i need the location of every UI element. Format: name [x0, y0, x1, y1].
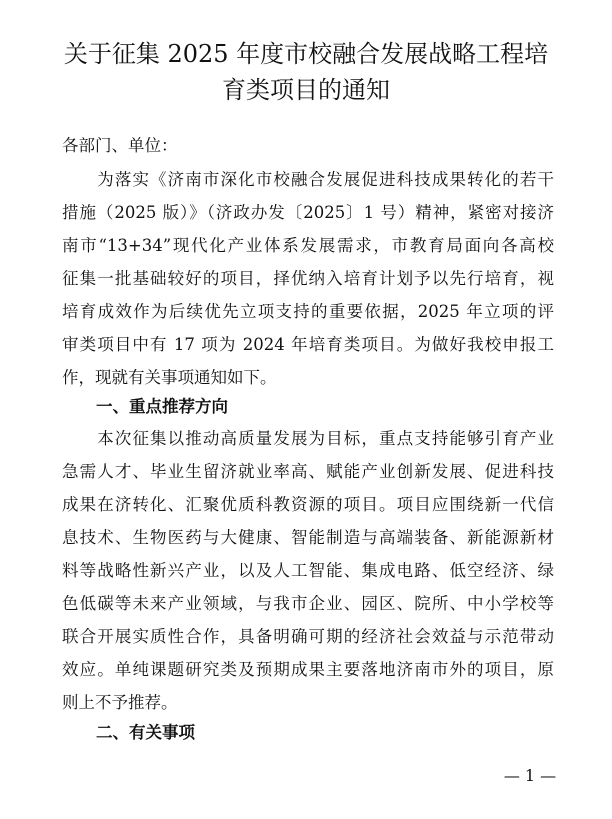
title-line-2: 育类项目的通知 — [222, 76, 390, 104]
section-heading-2: 二、有关事项 — [96, 723, 195, 742]
paragraph-line: 为落实《济南市深化市校融合发展促进科技成果转化的若干 — [62, 170, 554, 189]
paragraph-line: 审类项目中有 17 项为 2024 年培育类项目。为做好我校申报工 — [62, 335, 554, 354]
section-heading-1: 一、重点推荐方向 — [96, 397, 228, 416]
paragraph-line: 措施（2025 版）》（济政办发〔2025〕1 号）精神，紧密对接济 — [62, 203, 554, 222]
paragraph-line: 成果在济转化、汇聚优质科教资源的项目。项目应围绕新一代信 — [62, 495, 554, 514]
paragraph-line: 料等战略性新兴产业，以及人工智能、集成电路、低空经济、绿 — [62, 561, 554, 580]
paragraph-intro — [62, 163, 554, 394]
paragraph-line: 南市“13+34”现代化产业体系发展需求，市教育局面向各高校 — [62, 236, 554, 255]
title-line-1: 关于征集 2025 年度市校融合发展战略工程培 — [63, 40, 549, 68]
paragraph-line: 本次征集以推动高质量发展为目标，重点支持能够引育产业 — [62, 429, 554, 448]
paragraph-line: 色低碳等未来产业领域，与我市企业、园区、院所、中小学校等 — [62, 594, 554, 613]
page-number: — 1 — — [503, 766, 557, 785]
paragraph-line: 培育成效作为后续优先立项支持的重要依据，2025 年立项的评 — [62, 302, 554, 321]
paragraph-line: 急需人才、毕业生留济就业率高、赋能产业创新发展、促进科技 — [62, 462, 554, 481]
paragraph-line: 联合开展实质性合作，具备明确可期的经济社会效益与示范带动 — [62, 627, 554, 646]
salutation: 各部门、单位： — [62, 136, 178, 155]
paragraph-recommendation — [62, 422, 554, 719]
paragraph-line: 则上不予推荐。 — [62, 693, 178, 712]
paragraph-line: 作，现就有关事项通知如下。 — [62, 368, 277, 387]
paragraph-line: 征集一批基础较好的项目，择优纳入培育计划予以先行培育，视 — [62, 269, 554, 288]
document-title — [58, 36, 554, 108]
paragraph-line: 效应。单纯课题研究类及预期成果主要落地济南市外的项目，原 — [62, 660, 554, 679]
paragraph-line: 息技术、生物医药与大健康、智能制造与高端装备、新能源新材 — [62, 528, 554, 547]
